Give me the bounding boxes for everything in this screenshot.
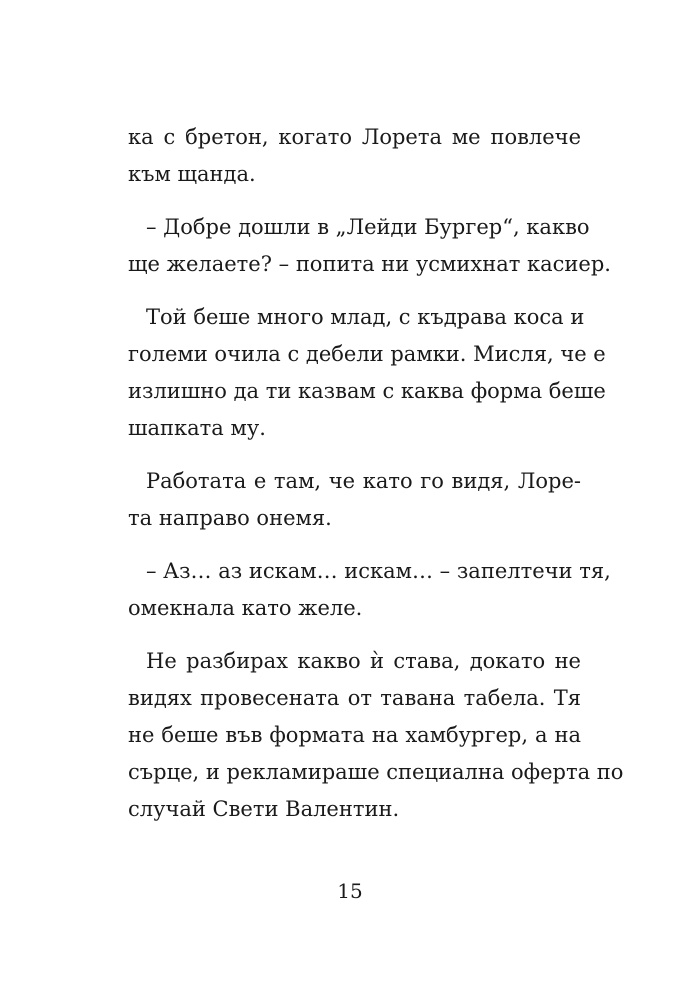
text-line: ще желаете? – попита ни усмихнат касиер. — [128, 252, 611, 276]
text-line: сърце, и рекламираше специална оферта по — [128, 760, 624, 784]
text-line: – Аз… аз искам… искам… – запелтечи тя, — [146, 559, 611, 583]
text-line: омекнала като желе. — [128, 596, 363, 620]
text-line: та направо онемя. — [128, 506, 332, 530]
text-line: Той беше много млад, с къдрава коса и — [146, 305, 585, 329]
page-number: 15 — [337, 879, 363, 903]
text-line: видях провесената от тавана табела. Тя — [128, 686, 581, 710]
text-line: не беше във формата на хамбургер, а на — [128, 723, 581, 747]
text-line: шапката му. — [128, 416, 266, 440]
text-line: – Добре дошли в „Лейди Бургер“, какво — [146, 215, 590, 239]
text-line: големи очила с дебели рамки. Мисля, че е — [128, 342, 606, 366]
text-line: излишно да ти казвам с каква форма беше — [128, 379, 606, 403]
text-line: към щанда. — [128, 162, 256, 186]
text-line: случай Свети Валентин. — [128, 797, 400, 821]
text-line: Работата е там, че като го видя, Лоре- — [146, 469, 581, 493]
text-line: ка с бретон, когато Лорета ме повлече — [128, 125, 581, 149]
text-line: Не разбирах какво ѝ става, докато не — [146, 649, 581, 673]
